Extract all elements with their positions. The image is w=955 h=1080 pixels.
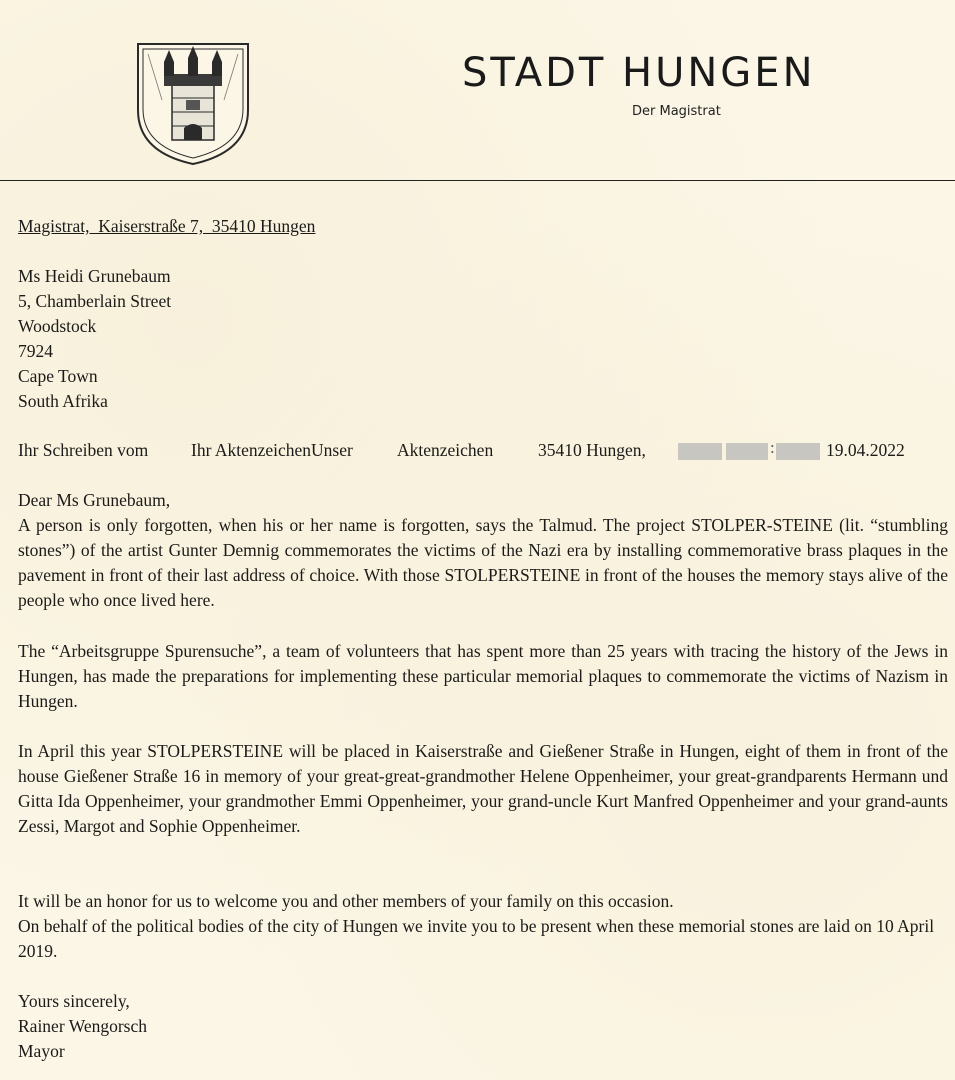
redacted-block (726, 443, 768, 460)
valediction: Yours sincerely, (18, 991, 130, 1011)
our-ref-label: Aktenzeichen (397, 440, 494, 460)
sender-line: Magistrat, Kaiserstraße 7, 35410 Hungen (18, 216, 316, 236)
redaction-separator: : (770, 438, 775, 457)
closing-block (18, 989, 948, 1064)
recipient-postcode: 7924 (18, 341, 53, 361)
letter-body-intro (18, 488, 948, 613)
redacted-block (678, 443, 722, 460)
recipient-country: South Afrika (18, 391, 108, 411)
invitation-block (18, 889, 948, 964)
invitation-line: It will be an honor for us to welcome you and other members of your family on this occasion. (18, 891, 674, 911)
recipient-name: Ms Heidi Grunebaum (18, 266, 171, 286)
recipient-address (18, 264, 171, 414)
salutation: Dear Ms Grunebaum, (18, 490, 171, 510)
paragraph: A person is only forgotten, when his or her name is forgotten, says the Talmud. The project STOLPER-STEINE (lit. “stumbling stones”) of the artist Gunter Demnig commemorates the victims of the Nazi era by installing commemorative brass plaques in the pavement in front of their last address of choice. With those STOLPERSTEINE in front of the houses the memory stays alive of the people who once lived here. (18, 515, 948, 610)
letter-date: 19.04.2022 (826, 440, 905, 460)
letterhead-department: Der Magistrat (632, 104, 721, 119)
your-letter-label: Ihr Schreiben vom (18, 440, 149, 460)
paragraph: The “Arbeitsgruppe Spurensuche”, a team of volunteers that has spent more than 25 years with tracing the history of the Jews in Hungen, has made the preparations for implementing these particular memorial plaques to commemorate the victims of Nazism in Hungen. (18, 641, 948, 711)
coat-of-arms-icon (134, 40, 252, 168)
place-label: 35410 Hungen, (538, 440, 646, 460)
paragraph: In April this year STOLPERSTEINE will be placed in Kaiserstraße and Gießener Straße in Hungen, eight of them in front of the house Gießener Straße 16 in memory of your great-great-grandmother Helene Oppenheimer, your great-grandparents Hermann und Gitta Ida Oppenheimer, your grandmother Emmi Oppenheimer, your grand-uncle Kurt Manfred Oppenheimer and your grand-aunts Zessi, Margot and Sophie Oppenheimer. (18, 741, 948, 836)
invitation-line: On behalf of the political bodies of the city of Hungen we invite you to be present when these memorial stones are laid on 10 April 2019. (18, 916, 935, 961)
letterhead-title: STADT HUNGEN (462, 50, 816, 96)
recipient-city: Cape Town (18, 366, 98, 386)
recipient-suburb: Woodstock (18, 316, 97, 336)
header-divider (0, 180, 955, 181)
signatory-name: Rainer Wengorsch (18, 1016, 147, 1036)
redacted-block (776, 443, 820, 460)
signatory-title: Mayor (18, 1041, 65, 1061)
recipient-street: 5, Chamberlain Street (18, 291, 172, 311)
your-ref-label: Ihr AktenzeichenUnser (191, 440, 353, 460)
